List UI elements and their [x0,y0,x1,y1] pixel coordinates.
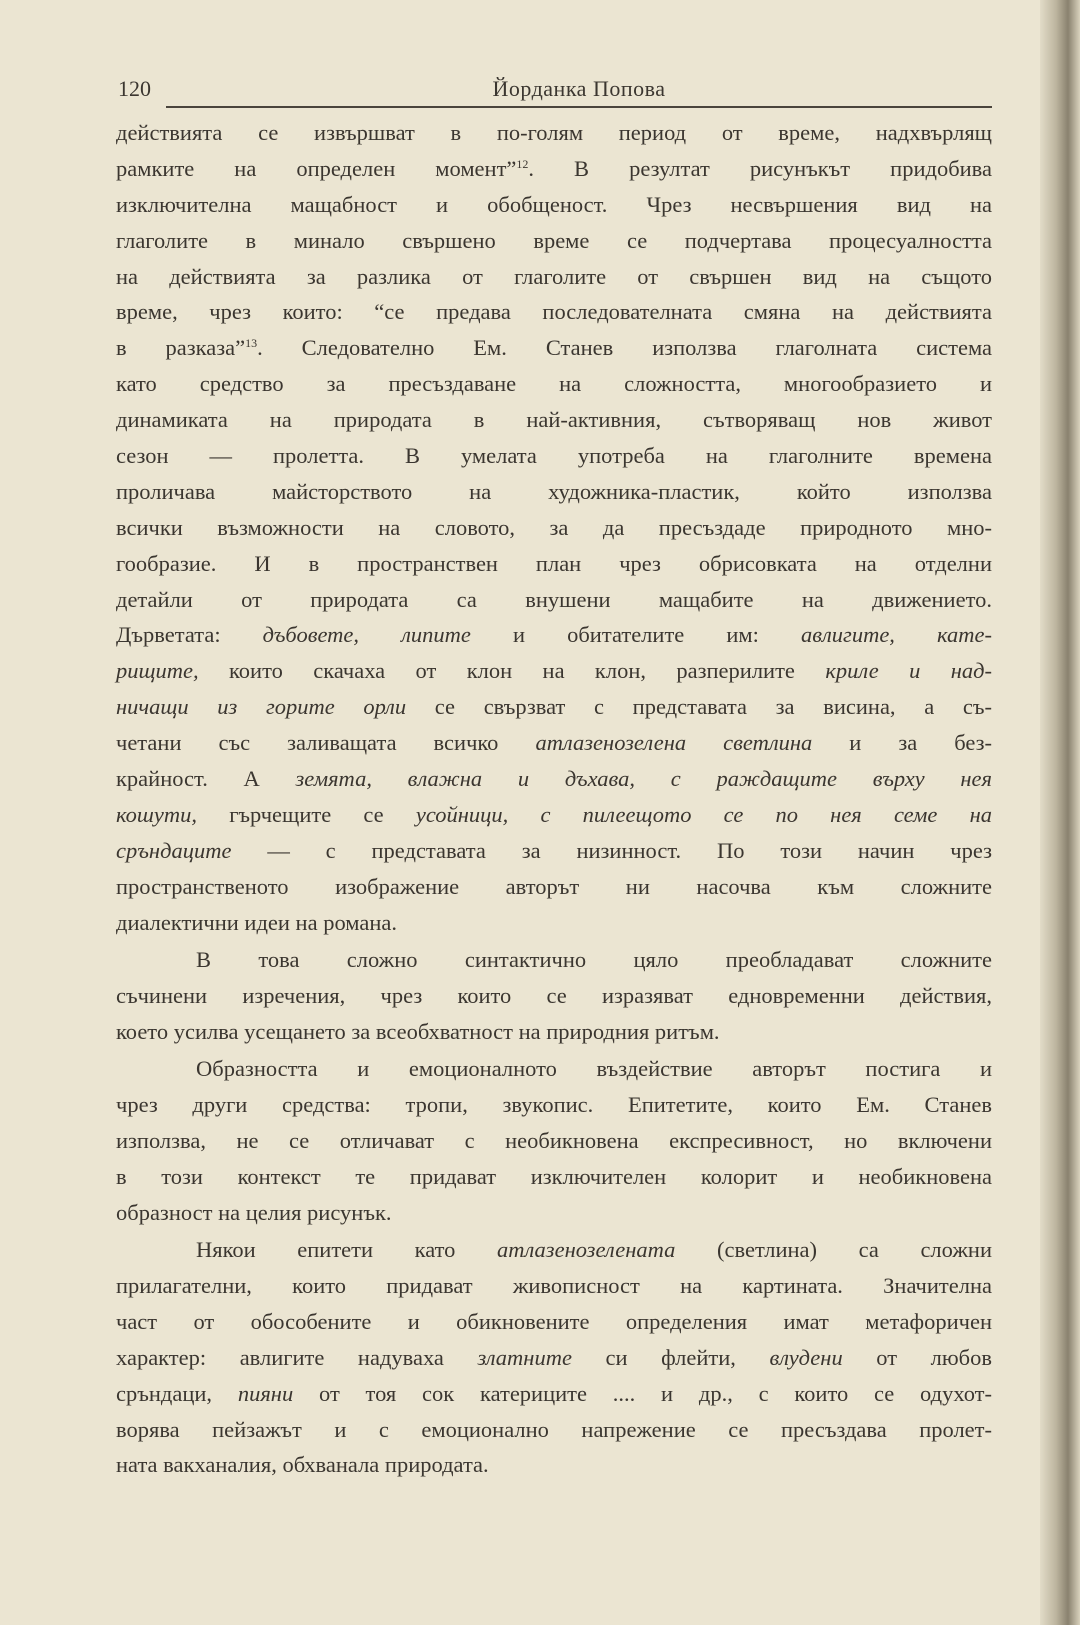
text-run: ворява пейзажът и с емоционално напрежение се пресъздава пролет- [116,1416,992,1442]
text-run: динамиката на природата в най-активния, сътворяващ нов живот [116,407,992,433]
text-line [116,402,992,438]
text-run: ната вакханалия, обхванала природата. [116,1452,489,1478]
text-line [116,259,992,295]
italic-text: пияни [237,1380,294,1406]
italic-text: рищите, [116,658,199,684]
text-run: крайност. А [116,766,296,792]
text-run: глаголите в минало свършено време се подчертава процесуалността [116,227,992,253]
text-line [116,1268,992,1304]
text-run: Дърветата: [116,622,263,648]
text-run: всички възможности на словото, за да пресъздаде природното мно- [116,514,992,540]
text-line [116,294,992,330]
text-line [116,151,992,187]
text-run: от тоя сок катериците .... и др., с които се одухот- [293,1380,992,1406]
text-run: (светлина) са сложни [675,1237,992,1263]
text-line [116,653,992,689]
italic-text: сръндаците [116,837,232,863]
italic-text: ничащи из горите орли [116,694,407,720]
text-run: детайли от природата са внушени мащабите на движението. [116,586,992,612]
text-line [116,905,992,941]
italic-text: криле и над- [825,658,992,684]
text-run: характер: авлигите надуваха [116,1344,478,1370]
italic-text: авлигите, кате- [800,622,992,648]
text-line [116,1304,992,1340]
text-line [116,1123,992,1159]
book-page-edge [1040,0,1080,1625]
text-run: си флейти, [571,1344,770,1370]
text-run: сезон — пролетта. В умелата употреба на глаголните времена [116,443,992,469]
italic-text: атлазенозелената [496,1237,676,1263]
text-run: В това сложно синтактично цяло преобладават сложните [196,946,992,972]
text-run: съчинени изречения, чрез които се изразяват едновременни действия, [116,982,992,1008]
text-run: изключителна мащабност и обобщеност. Чрез несвършения вид на [116,191,992,217]
text-line [116,761,992,797]
text-line [116,1014,992,1050]
paragraph [116,942,992,1050]
italic-text: земята, влажна и дъхава, с раждащите върху нея [295,766,993,792]
text-line [116,546,992,582]
text-run: прилагателни, които придават живописност на картината. Значителна [116,1273,992,1298]
text-run: гърчещите се [197,801,416,827]
text-run: време, чрез които: “се предава последователната смяна на действията [116,299,992,325]
body-text [116,115,992,1485]
text-run: пространственото изображение авторът ни насочва към сложните [116,873,992,899]
text-run: . В резултат рисунъкът придобива [528,155,992,181]
text-line [116,1195,992,1231]
text-run: се свързват с представата за висина, а съ- [406,694,992,720]
text-line [116,1447,992,1483]
text-run: образност на целия рисунък. [116,1199,392,1225]
italic-text: атлазенозелена светлина [535,730,813,756]
text-line [116,869,992,905]
text-line [116,617,992,653]
text-line [116,1340,992,1376]
text-line [116,474,992,510]
text-run: . Следователно Ем. Станев използва глаголната система [257,335,993,361]
text-line [116,833,992,869]
text-line [116,438,992,474]
footnote-ref: 13 [245,336,258,351]
text-run: сръндаци, [116,1380,238,1406]
paragraph [116,1232,992,1483]
text-line [116,797,992,833]
text-line [116,510,992,546]
text-line [116,1159,992,1195]
text-line [116,187,992,223]
text-run: проличава майсторството на художника-пластик, който използва [116,478,992,504]
text-run: използва, не се отличават с необикновена експресивност, но включени [116,1127,992,1153]
paragraph [116,115,992,940]
text-run: действията се извършват в по-голям период от време, надхвърлящ [116,120,992,145]
text-run: в разказа” [116,335,246,361]
text-line [116,582,992,618]
text-run: част от обособените и обикновените определения имат метафоричен [116,1308,992,1334]
text-run: които скачаха от клон на клон, разперилите [198,658,826,684]
italic-text: усойници, с пилеещото се по нея семе на [415,801,992,827]
text-run: от любов [842,1344,992,1370]
text-line [116,1412,992,1448]
text-run: на действията за разлика от глаголите от свършен вид на същото [116,263,992,289]
text-run: четани със заливащата всичко [116,730,536,756]
text-line [116,330,992,366]
italic-text: златните [477,1344,572,1370]
footnote-ref: 12 [516,156,529,171]
paragraph [116,1051,992,1230]
text-line [116,978,992,1014]
text-run: което усилва усещането за всеобхватност на природния ритъм. [116,1018,720,1044]
text-run: Образността и емоционалното въздействие авторът постига и [196,1056,992,1082]
text-line [116,689,992,725]
text-run: в този контекст те придават изключителен колорит и необикновена [116,1163,992,1189]
page-number: 120 [118,76,151,101]
text-run: Някои епитети като [196,1237,497,1263]
text-run: — с представата за низинност. По този начин чрез [231,837,992,863]
header-rule [166,106,992,108]
text-line [116,1232,992,1268]
text-run: като средство за пресъздаване на сложността, многообразието и [116,371,992,397]
text-line [116,115,992,151]
italic-text: дъбовете, липите [262,622,471,648]
text-line [116,366,992,402]
text-line [116,1087,992,1123]
text-run: рамките на определен момент” [116,155,517,181]
text-line [116,1051,992,1087]
text-line [116,725,992,761]
text-run: диалектични идеи на романа. [116,909,398,935]
italic-text: влудени [769,1344,843,1370]
text-line [116,942,992,978]
text-line [116,1376,992,1412]
text-run: чрез други средства: тропи, звукопис. Епитетите, които Ем. Станев [116,1092,992,1118]
running-title: Йорданка Попова [492,76,666,101]
italic-text: кошути, [116,801,198,827]
text-line [116,223,992,259]
text-run: гообразие. И в пространствен план чрез обрисовката на отделни [116,550,992,576]
text-run: и обитателите им: [470,622,801,648]
text-run: и за без- [812,730,992,756]
